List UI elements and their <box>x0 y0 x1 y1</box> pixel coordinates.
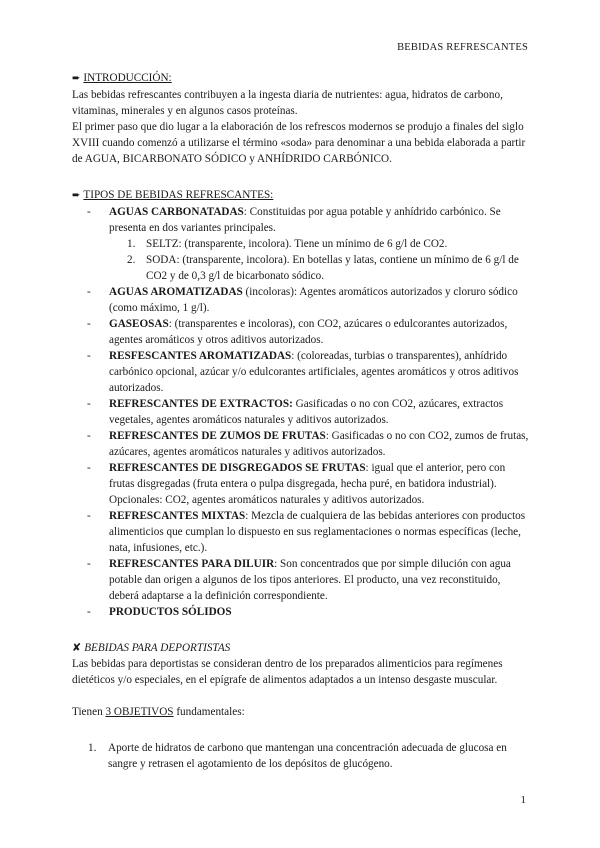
cross-mark-icon: ✘ <box>72 641 82 654</box>
objectives-list <box>72 740 532 772</box>
dash-bullet-icon: - <box>87 206 91 218</box>
list-item: - PRODUCTOS SÓLIDOS <box>87 606 232 618</box>
list-item: - REFRESCANTES DE EXTRACTOS: Gasificadas o no con CO2, azúcares, extractos vegetales, agentes aromáticos naturales y aditivos autorizados. <box>87 398 504 426</box>
dash-bullet-icon: - <box>87 606 91 618</box>
dash-bullet-icon: - <box>87 430 91 442</box>
list-item: 2. SODA: (transparente, incolora). En botellas y latas, contiene un mínimo de 6 g/l de CO2 y de 0,3 g/l de bicarbonato sódico. <box>127 254 519 282</box>
page-number: 1 <box>520 794 526 806</box>
list-item: 1. SELTZ: (transparente, incolora). Tiene un mínimo de 6 g/l de CO2. <box>127 238 448 250</box>
dash-bullet-icon: - <box>87 510 91 522</box>
list-item: - AGUAS CARBONATADAS: Constituidas por agua potable y anhídrido carbónico. Se presenta en dos variantes principales. 1. SELTZ: (transparente, incolora). Tiene un mínimo de 6 g/l de CO2. 2. SODA: (transparente, incolora). En botellas y latas, contiene un mínimo de 6 g/l de CO2 y de 0,3 g/l de bicarbonato sódico. <box>72 204 532 284</box>
soda-variants-list <box>109 236 532 284</box>
section-heading-deportistas: ✘ BEBIDAS PARA DEPORTISTAS <box>72 641 231 654</box>
dash-bullet-icon: - <box>87 398 91 410</box>
dash-bullet-icon: - <box>87 558 91 570</box>
list-item: - REFRESCANTES MIXTAS: Mezcla de cualquiera de las bebidas anteriores con productos alimenticios que cumplan lo dispuesto en sus reglamentaciones o normas específicas (leche, nata, infusiones, etc.). <box>87 510 526 554</box>
arrow-right-icon: ➨ <box>72 190 81 201</box>
objectives-intro: Tienen 3 OBJETIVOS fundamentales: <box>72 706 245 718</box>
page-header: BEBIDAS REFRESCANTES <box>397 42 528 53</box>
list-item: - REFRESCANTES DE ZUMOS DE FRUTAS: Gasificadas o no con CO2, zumos de frutas, azúcares, agentes aromáticos naturales y aditivos autorizados. <box>87 430 529 458</box>
list-item: - AGUAS AROMATIZADAS (incoloras): Agentes aromáticos autorizados y cloruro sódico (como máximo, 1 g/l). <box>87 286 518 314</box>
types-list <box>72 204 532 620</box>
section-heading-tipos: ➨ TIPOS DE BEBIDAS REFRESCANTES: <box>72 189 274 201</box>
intro-paragraph-1: Las bebidas refrescantes contribuyen a la ingesta diaria de nutrientes: agua, hidratos de carbono, vitaminas, minerales y en algunos casos proteínas. <box>72 89 503 117</box>
intro-paragraph-2: El primer paso que dio lugar a la elaboración de los refrescos modernos se produjo a finales del siglo XVIII cuando comenzó a utilizarse el término «soda» para denominar a una bebida elaborada a partir de AGUA, BICARBONATO SÓDICO y ANHÍDRIDO CARBÓNICO. <box>72 121 526 165</box>
document-body <box>72 70 532 772</box>
list-item: - REFRESCANTES DE DISGREGADOS SE FRUTAS: igual que el anterior, pero con frutas disgregadas (fruta entera o pulpa disgregada, hecha puré, en batidora industrial). Opcionales: CO2, agentes aromáticos naturales y aditivos autorizados. <box>87 462 506 506</box>
arrow-right-icon: ➨ <box>72 73 81 84</box>
list-item: - RESFESCANTES AROMATIZADAS: (coloreadas, turbias o transparentes), anhídrido carbónico opcional, azúcar y/o edulcorantes artificiales, agentes aromáticos y otros aditivos autorizados. <box>87 350 519 394</box>
dash-bullet-icon: - <box>87 350 91 362</box>
sports-paragraph: Las bebidas para deportistas se consideran dentro de los preparados alimenticios para regímenes dietéticos y/o especiales, en el epígrafe de alimentos adaptados a un intenso desgaste muscular. <box>72 658 503 686</box>
dash-bullet-icon: - <box>87 286 91 298</box>
dash-bullet-icon: - <box>87 462 91 474</box>
dash-bullet-icon: - <box>87 318 91 330</box>
section-heading-introduccion: ➨ INTRODUCCIÓN: <box>72 72 172 84</box>
list-item: 1. Aporte de hidratos de carbono que mantengan una concentración adecuada de glucosa en sangre y retrasen el agotamiento de los depósitos de glucógeno. <box>88 742 507 770</box>
list-item: - REFRESCANTES PARA DILUIR: Son concentrados que por simple dilución con agua potable dan origen a algunos de los tipos anteriores. El producto, una vez reconstituido, deberá adaptarse a la definición correspondiente. <box>87 558 511 602</box>
list-item: - GASEOSAS: (transparentes e incoloras), con CO2, azúcares o edulcorantes autorizados, agentes aromáticos y otros aditivos autorizados. <box>87 318 508 346</box>
